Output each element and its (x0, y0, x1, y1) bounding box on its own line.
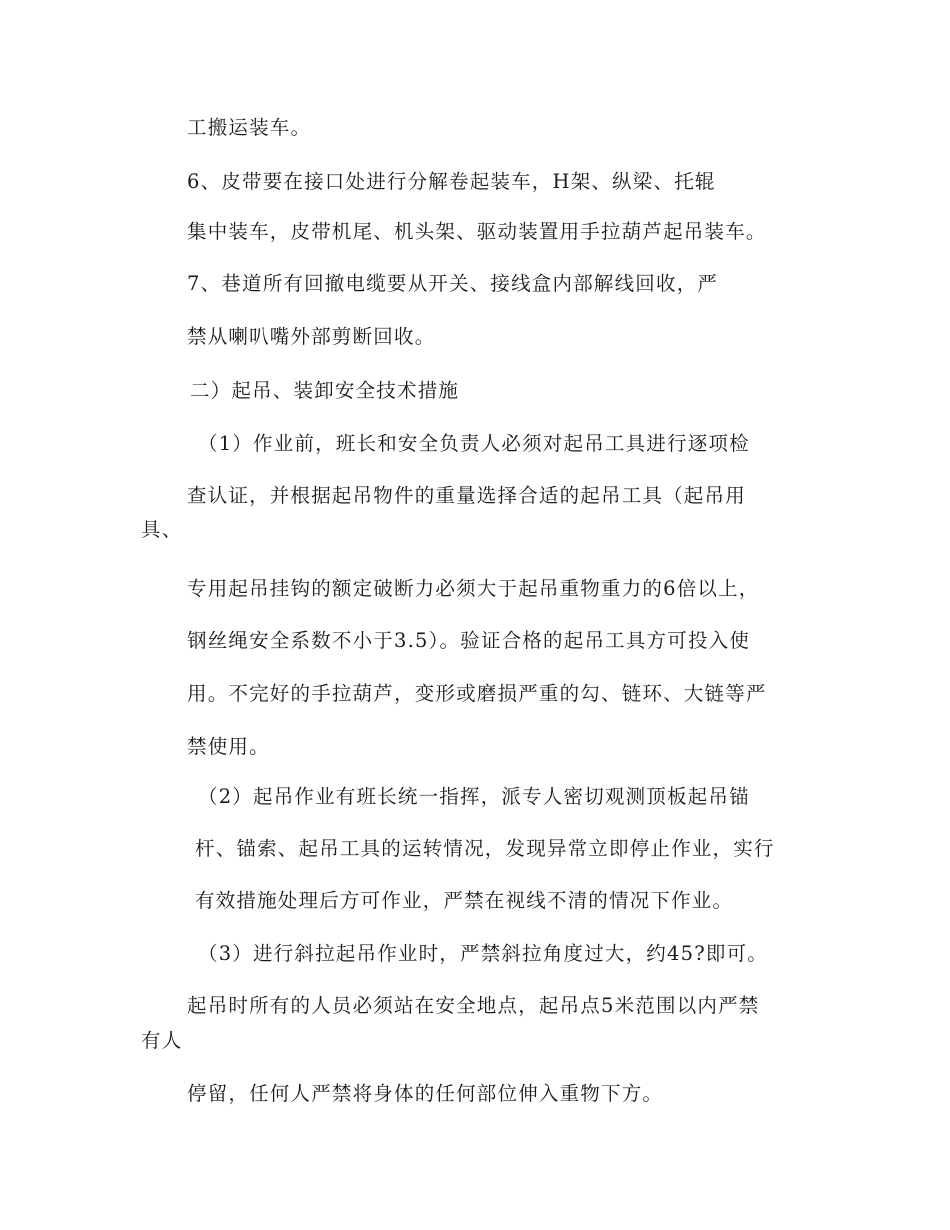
text-line: （3）进行斜拉起吊作业时，严禁斜拉角度过大，约45?即可。 (198, 942, 768, 965)
text-line: 具、 (141, 518, 183, 541)
section-heading: 二）起吊、装卸安全技术措施 (190, 379, 460, 402)
text-line: （1）作业前，班长和安全负责人必须对起吊工具进行逐项检 (198, 432, 750, 455)
text-line: 查认证，并根据起吊物件的重量选择合适的起吊工具（起吊用 (187, 484, 746, 507)
text-line: 有人 (141, 1029, 183, 1052)
text-line: 停留，任何人严禁将身体的任何部位伸入重物下方。 (187, 1082, 664, 1105)
text-line: 禁从喇叭嘴外部剪断回收。 (187, 325, 436, 348)
text-line: 工搬运装车。 (187, 116, 312, 139)
text-line: 6、皮带要在接口处进行分解卷起装车，H架、纵梁、托辊 (187, 170, 716, 193)
text-line: 起吊时所有的人员必须站在安全地点，起吊点5米范围以内严禁 (187, 994, 760, 1017)
text-line: （2）起吊作业有班长统一指挥，派专人密切观测顶板起吊锚 (198, 785, 750, 808)
text-line: 杆、锚索、起吊工具的运转情况，发现异常立即停止作业，实行 (195, 837, 775, 860)
text-line: 有效措施处理后方可作业，严禁在视线不清的情况下作业。 (195, 889, 734, 912)
text-line: 禁使用。 (187, 735, 270, 758)
text-line: 专用起吊挂钩的额定破断力必须大于起吊重物重力的6倍以上， (187, 577, 760, 600)
text-line: 钢丝绳安全系数不小于3.5）。验证合格的起吊工具方可投入使 (187, 629, 751, 652)
text-line: 集中装车，皮带机尾、机头架、驱动装置用手拉葫芦起吊装车。 (187, 220, 767, 243)
text-line: 7、巷道所有回撤电缆要从开关、接线盒内部解线回收，严 (187, 272, 719, 295)
text-line: 用。不完好的手拉葫芦，变形或磨损严重的勾、链环、大链等严 (187, 682, 767, 705)
